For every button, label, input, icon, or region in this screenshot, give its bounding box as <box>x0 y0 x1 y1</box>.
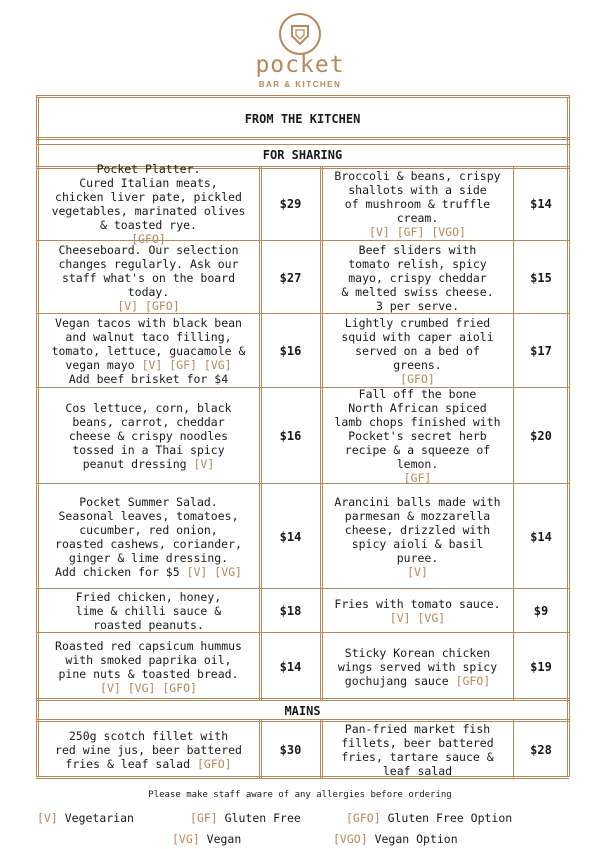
menu-item-text: Roasted red capsicum hummus with smoked paprika oil, pine nuts & toasted bread. <box>55 639 242 681</box>
menu-item-text: Fall off the bone North African spiced lamb chops finished with Pocket's secret herb recipe & a squeeze of lemon. <box>334 387 501 471</box>
menu-item-right <box>322 389 513 483</box>
menu-item-text: Vegan tacos with black bean and walnut taco filling, tomato, lettuce, guacamole & vegan mayo <box>51 316 246 372</box>
menu-item-description <box>341 316 493 386</box>
legend-code: [GF] <box>190 811 218 825</box>
brand-name: pocket <box>255 52 345 78</box>
row-divider <box>36 632 569 633</box>
dietary-tags: [GFO] <box>196 756 232 771</box>
dietary-tags: [GFO] <box>455 674 491 688</box>
menu-item-text: Cos lettuce, corn, black beans, carrot, cheddar cheese & crispy noodles tossed in a Thai spicy peanut dressing <box>65 401 232 471</box>
legend-item <box>190 811 301 825</box>
allergy-note: Please make staff aware of any allergies before ordering <box>148 790 452 800</box>
dietary-tags: [V] [GF] [VGO] <box>369 225 466 239</box>
menu-item-description <box>52 162 246 246</box>
dietary-tags: [V] <box>407 564 428 579</box>
menu-item-left <box>38 389 259 483</box>
legend-item <box>333 832 458 846</box>
frame-right <box>569 95 570 777</box>
column-divider <box>320 719 321 778</box>
frame-top-inner <box>36 97 569 98</box>
legend-code: [V] <box>37 811 58 825</box>
menu-item-left <box>38 162 259 246</box>
dietary-tags: [GFO] <box>131 232 166 246</box>
menu-item-description <box>322 597 513 625</box>
menu-item-left <box>38 315 259 387</box>
dietary-tags: [V] [VG] <box>186 564 242 579</box>
menu-item-text: Beef sliders with tomato relish, spicy mayo, crispy cheddar & melted swiss cheese. 3 per serve. <box>341 242 494 313</box>
menu-item-price: $18 <box>279 604 302 618</box>
menu-item-description <box>341 243 493 313</box>
menu-item-left <box>38 634 259 700</box>
dietary-tags: [V] [VG] [GFO] <box>100 681 197 695</box>
menu-item-price: $16 <box>279 344 302 358</box>
section-heading: MAINS <box>284 704 321 718</box>
menu-item-text: Pocket Summer Salad. Seasonal leaves, tomatoes, cucumber, red onion, roasted cashews, coriander, ginger & lime dressing. Add chicken for $5 <box>55 494 242 579</box>
menu-item-price: $14 <box>530 529 552 544</box>
menu-item-text: Fried chicken, honey, lime & chilli sauce & roasted peanuts. <box>75 590 222 632</box>
legend-label: Gluten Free Option <box>387 811 513 825</box>
legend-code: [VGO] <box>333 832 368 846</box>
legend-item <box>346 811 512 825</box>
dietary-tags: [V] [GFO] <box>117 298 180 313</box>
dietary-tags: [V] [GF] [VG] <box>141 358 232 372</box>
legend-item <box>172 832 241 846</box>
row-divider <box>36 313 569 314</box>
menu-item-price: $29 <box>279 197 302 211</box>
menu-item-price: $9 <box>533 604 549 618</box>
menu-item-price: $30 <box>279 742 302 757</box>
menu-item-description <box>55 639 242 695</box>
legend-code: [GFO] <box>346 811 381 825</box>
menu-item-left <box>38 590 259 632</box>
pocket-logo-icon <box>277 11 323 57</box>
legend-label: Vegan <box>206 832 242 846</box>
menu-item-right <box>322 168 513 240</box>
menu-item-text: Lightly crumbed fried squid with caper aioli served on a bed of greens. <box>341 316 494 372</box>
menu-item-left <box>38 721 259 778</box>
column-divider <box>259 719 260 778</box>
dietary-tags: [V] [VG] <box>389 611 446 625</box>
section-heading-bottom <box>36 719 569 720</box>
title-bottom-inner <box>36 139 569 140</box>
menu-item-text: 250g scotch fillet with red wine jus, beer battered fries & leaf salad <box>55 728 242 771</box>
column-divider <box>259 166 260 700</box>
menu-item-text: Sticky Korean chicken wings served with spicy gochujang sauce <box>337 646 498 688</box>
menu-item-description <box>55 495 242 579</box>
menu-item-price: $14 <box>279 660 302 674</box>
row-divider <box>36 588 569 589</box>
menu-item-price: $14 <box>279 529 302 544</box>
menu-item-description <box>341 722 493 778</box>
menu-item-description <box>76 590 221 632</box>
menu-item-text: Pan-fried market fish fillets, beer battered fries, tartare sauce & leaf salad <box>341 721 494 778</box>
menu-item-text: Cheeseboard. Our selection changes regularly. Ask our staff what's on the board today. <box>58 242 239 299</box>
menu-item-description <box>58 243 238 313</box>
dietary-tags: [V] <box>193 457 215 471</box>
menu-item-right <box>322 721 513 778</box>
menu-item-price: $15 <box>530 270 552 285</box>
section-divider <box>36 700 569 701</box>
menu-title: FROM THE KITCHEN <box>244 112 361 126</box>
menu-item-right <box>322 315 513 387</box>
menu-item-description <box>334 387 500 485</box>
frame-left <box>36 95 37 777</box>
menu-item-description <box>334 495 500 579</box>
menu-item-left <box>38 485 259 588</box>
menu-item-description <box>55 729 242 771</box>
menu-item-description <box>52 316 246 386</box>
menu-item-price: $17 <box>530 344 552 358</box>
legend-label: Vegan Option <box>374 832 458 846</box>
menu-item-price: $19 <box>530 660 552 674</box>
brand-subtitle: BAR & KITCHEN <box>258 80 342 89</box>
menu-item-price: $27 <box>279 270 302 285</box>
dietary-tags: [GF] <box>403 471 432 485</box>
menu-item-right <box>322 634 513 700</box>
section-divider <box>36 144 569 145</box>
menu-item-description <box>334 169 500 239</box>
column-divider <box>320 166 321 700</box>
section-heading: FOR SHARING <box>262 148 343 162</box>
menu-item-price: $14 <box>530 197 552 211</box>
menu-item-right <box>322 242 513 313</box>
menu-item-right <box>322 485 513 588</box>
frame-top <box>36 95 569 96</box>
frame-bottom-inner <box>36 778 569 779</box>
menu-item-description <box>338 646 497 688</box>
menu-item-addon: Add beef brisket for $4 <box>68 372 229 386</box>
menu-item-left <box>38 242 259 313</box>
title-bottom <box>36 137 569 138</box>
menu-item-price: $28 <box>530 742 552 757</box>
dietary-tags: [GFO] <box>400 372 435 386</box>
legend-item <box>37 811 134 825</box>
legend-code: [VG] <box>172 832 200 846</box>
menu-item-description <box>65 401 231 471</box>
menu-item-right <box>322 590 513 632</box>
menu-item-text: Fries with tomato sauce. <box>334 597 501 611</box>
menu-item-text: Pocket Platter. Cured Italian meats, chicken liver pate, pickled vegetables, marinated olives & toasted rye. <box>51 162 246 232</box>
legend-label: Gluten Free <box>224 811 301 825</box>
menu-item-text: Arancini balls made with parmesan & mozzarella cheese, drizzled with spicy aioli & basil puree. <box>334 494 501 565</box>
menu-item-text: Broccoli & beans, crispy shallots with a side of mushroom & truffle cream. <box>334 169 501 225</box>
menu-item-price: $20 <box>530 429 552 443</box>
section-divider <box>36 698 569 699</box>
menu-item-price: $16 <box>279 429 302 443</box>
legend-label: Vegetarian <box>64 811 134 825</box>
